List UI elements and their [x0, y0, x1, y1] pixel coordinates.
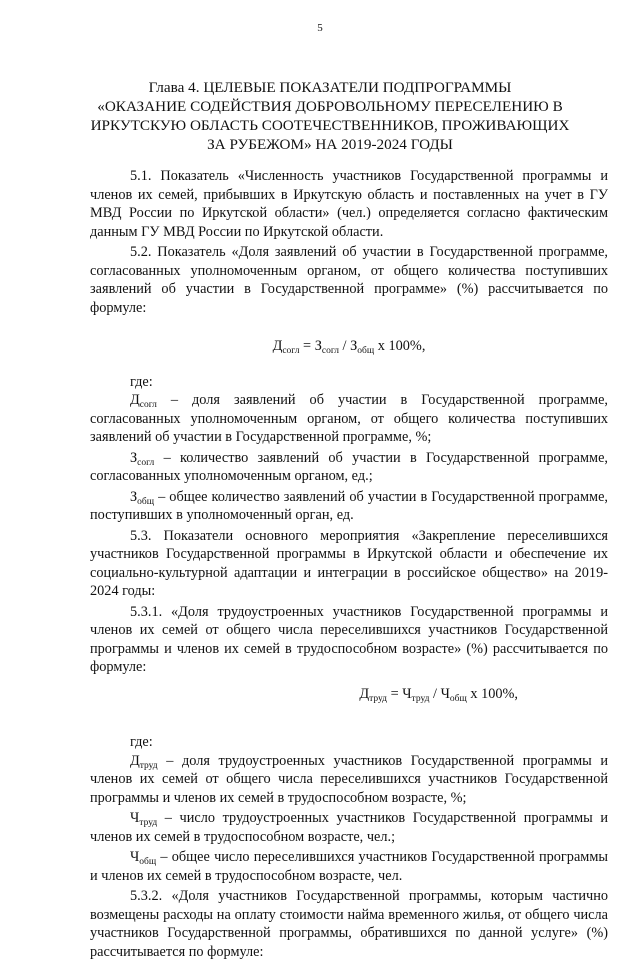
definition-text: – доля заявлений об участии в Государственной программе, согласованных уполномоченным органом, от общего количества поступивших заявлений об участии в Государственной программе, %; [90, 392, 608, 445]
definition-symbol: Д [130, 392, 140, 408]
formula-share-employed [90, 685, 608, 704]
formula-subscript: труд [411, 693, 430, 704]
definition-subscript: труд [139, 818, 158, 828]
formula-symbol: З [350, 338, 358, 354]
definition-subscript: труд [139, 760, 158, 771]
document-body [90, 167, 608, 963]
formula-subscript: согл [321, 346, 339, 356]
definition-text: – доля трудоустроенных участников Государственной программы и членов их семей от общего числа переселившихся участников Государственной программы и членов их семей в трудоспособном возрасте, %; [90, 752, 608, 806]
formula-operator: / [429, 685, 441, 702]
formula-subscript: труд [369, 693, 388, 704]
definition-subscript: согл [139, 400, 157, 410]
paragraph-5-3: 5.3. Показатели основного мероприятия «Закрепление переселившихся участников Государственной программы в Иркутской области и обеспечение их социально-культурной адаптации и интеграции в российское общество» на 2019-2024 годы: [90, 527, 608, 599]
definition [90, 809, 608, 846]
formula-subscript: общ [357, 346, 375, 356]
formula-operator: = [299, 338, 315, 354]
where-label: где: [130, 373, 153, 390]
paragraph-5-3-2: 5.3.2. «Доля участников Государственной программы, которым частично возмещены расходы на оплату стоимости найма временного жилья, от общего числа участников Государственной программы, обратившихся по данной услуге» (%) рассчитывается по формуле: [90, 888, 608, 960]
title-line: «ОКАЗАНИЕ СОДЕЙСТВИЯ ДОБРОВОЛЬНОМУ ПЕРЕСЕЛЕНИЮ В [97, 98, 563, 115]
definition-text: – общее количество заявлений об участии в Государственной программе, поступивших в уполномоченный орган, ед. [90, 488, 608, 523]
formula-symbol: Ч [440, 685, 450, 702]
definition [90, 391, 608, 447]
definition [90, 752, 608, 808]
definition [90, 488, 608, 525]
title-line: ИРКУТСКУЮ ОБЛАСТЬ СООТЕЧЕСТВЕННИКОВ, ПРОЖИВАЮЩИХ [90, 117, 570, 134]
definition-symbol: З [130, 488, 138, 505]
formula-symbol: Ч [402, 685, 412, 702]
definition-symbol: Ч [130, 849, 140, 865]
title-line: Глава 4. ЦЕЛЕВЫЕ ПОКАЗАТЕЛИ ПОДПРОГРАММЫ [148, 79, 512, 96]
formula-symbol: Д [272, 338, 283, 354]
formula-subscript: общ [449, 693, 467, 704]
definition [90, 449, 608, 486]
formula-tail: х 100%, [374, 338, 426, 354]
definition-subscript: общ [139, 857, 157, 867]
formula-operator: / [338, 338, 351, 354]
formula-symbol: З [314, 338, 322, 354]
formula-operator: = [387, 685, 403, 702]
definition-text: – общее число переселившихся участников Государственной программы и членов их семей в трудоспособном возрасте, чел. [90, 849, 608, 884]
definition [90, 848, 608, 885]
formula-share-approved [90, 337, 608, 356]
definition-text: – число трудоустроенных участников Государственной программы и членов их семей в трудоспособном возрасте, чел.; [90, 810, 608, 845]
definition-subscript: общ [137, 496, 155, 507]
chapter-title [60, 78, 600, 154]
paragraph-5-1: 5.1. Показатель «Численность участников Государственной программы и членов их семей, прибывших в Иркутскую область и поставленных на учет в ГУ МВД России по Иркутской области» (чел.) определяется согласно фактическим данным ГУ МВД России по Иркутской области. [90, 168, 608, 240]
where-label: где: [130, 734, 153, 750]
formula-tail: х 100%, [466, 685, 518, 702]
paragraph-5-2: 5.2. Показатель «Доля заявлений об участии в Государственной программе, согласованных уполномоченным органом, от общего количества поступивших заявлений об участии в Государственной программе» (%) рассчитывается по формуле: [90, 244, 608, 316]
definition-symbol: Ч [130, 810, 140, 826]
formula-subscript: согл [282, 346, 300, 356]
paragraph-5-3-1: 5.3.1. «Доля трудоустроенных участников Государственной программы и членов их семей от общего числа переселившихся участников Государственной программы и членов их семей в трудоспособном возрасте» (%) рассчитывается по формуле: [90, 603, 608, 675]
definition-text: – количество заявлений об участии в Государственной программе, согласованных уполномоченным органом, ед.; [90, 449, 608, 484]
page-number: 5 [317, 22, 323, 34]
title-line: ЗА РУБЕЖОМ» НА 2019-2024 ГОДЫ [207, 136, 453, 153]
definition-symbol: З [130, 449, 138, 466]
definition-subscript: согл [137, 457, 155, 468]
formula-symbol: Д [359, 685, 370, 702]
definition-symbol: Д [130, 752, 140, 769]
